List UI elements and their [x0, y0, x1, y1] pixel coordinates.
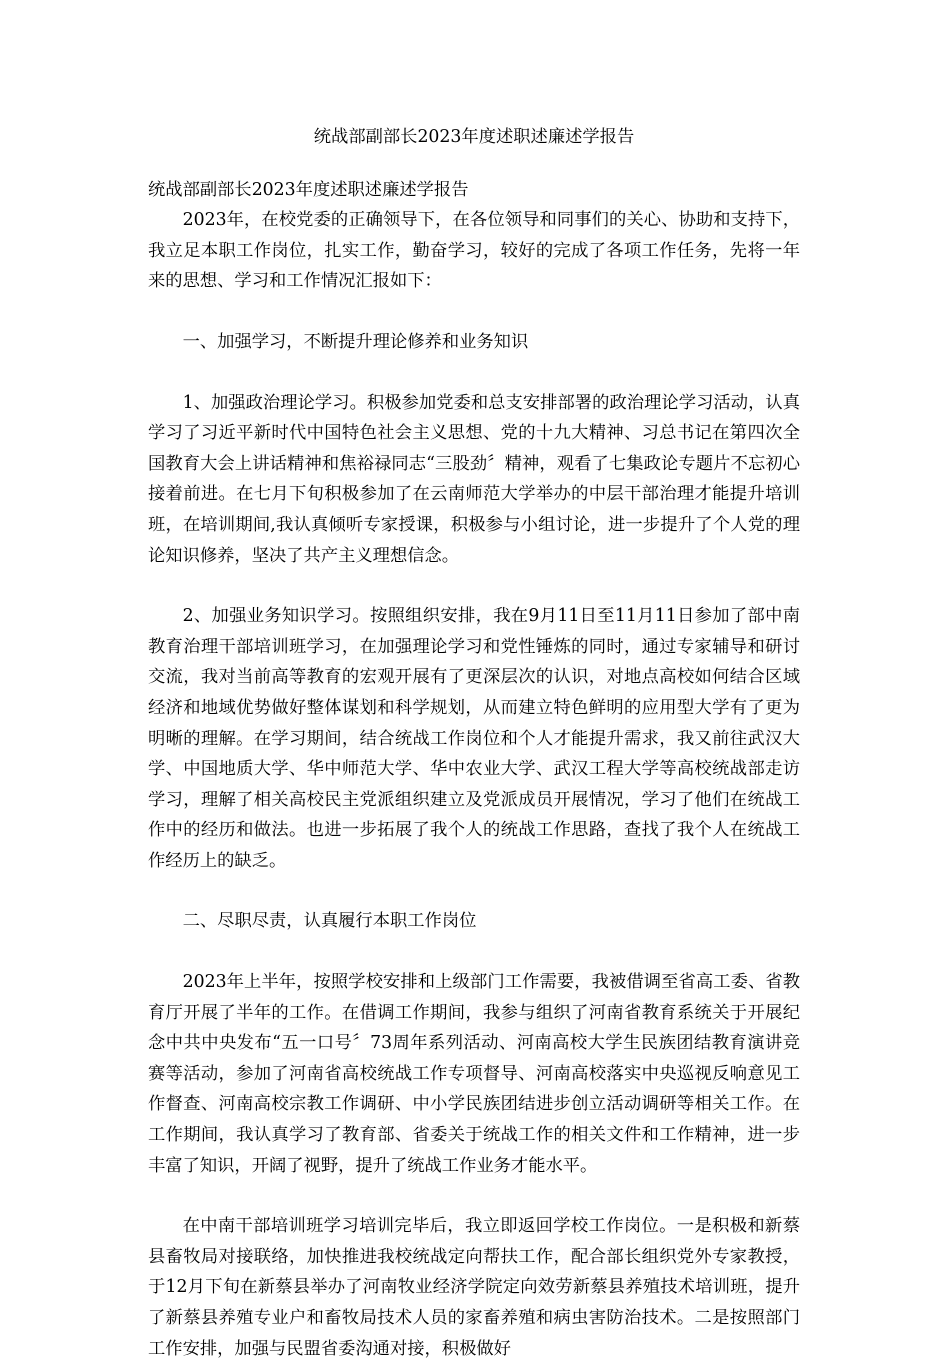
document-page: [148, 118, 800, 1364]
paragraph-political-study: 1、加强政治理论学习。积极参加党委和总支安排部署的政治理论学习活动，认真学习了习近平新时代中国特色社会主义思想、党的十九大精神、习总书记在第四次全国教育大会上讲话精神和焦裕禄同志“三股劲〞精神，观看了七集政论专题片不忘初心 接着前进。在七月下旬积极参加了在云南师范大学举办的中层干部治理才能提升培训班，在培训期间,我认真倾听专家授课，积极参与小组讨论，进一步提升了个人党的理论知识修养，坚决了共产主义理想信念。: [148, 392, 800, 566]
paragraph-business-study: 2、加强业务知识学习。按照组织安排，我在9月11日至11月11日参加了部中南教育治理干部培训班学习，在加强理论学习和党性锤炼的同时，通过专家辅导和研讨交流，我对当前高等教育的宏观开展有了更深层次的认识，对地点高校如何结合区域经济和地域优势做好整体谋划和科学规划，从而建立特色鲜明的应用型大学有了更为明晰的理解。在学习期间，结合统战工作岗位和个人才能提升需求，我又前往武汉大学、中国地质大学、华中师范大学、华中农业大学、武汉工程大学等高校统战部走访学习，理解了相关高校民主党派组织建立及党派成员开展情况，学习了他们在统战工作中的经历和做法。也进一步拓展了我个人的统战工作思路，查找了我个人在统战工作经历上的缺乏。: [148, 606, 800, 871]
section-heading-2: 二、尽职尽责，认真履行本职工作岗位: [182, 911, 477, 932]
document-subtitle: 统战部副部长2023年度述职述廉述学报告: [148, 179, 469, 200]
paragraph-secondment: 2023年上半年，按照学校安排和上级部门工作需要，我被借调至省高工委、省教育厅开展了半年的工作。在借调工作期间，我参与组织了河南省教育系统关于开展纪念中共中央发布“五一口号〞73周年系列活动、河南高校大学生民族团结教育演讲竞赛等活动，参加了河南省高校统战工作专项督导、河南高校落实中央巡视反响意见工作督查、河南高校宗教工作调研、中小学民族团结进步创立活动调研等相关工作。在工作期间，我认真学习了教育部、省委关于统战工作的相关文件和工作精神，进一步丰富了知识，开阔了视野，提升了统战工作业务才能水平。: [148, 972, 800, 1176]
section-heading-1: 一、加强学习，不断提升理论修养和业务知识: [182, 331, 529, 352]
paragraph-intro: 2023年，在校党委的正确领导下，在各位领导和同事们的关心、协助和支持下，我立足本职工作岗位，扎实工作，勤奋学习，较好的完成了各项工作任务，先将一年来的思想、学习和工作情况汇报如下：: [148, 210, 800, 292]
document-title: 统战部副部长2023年度述职述廉述学报告: [313, 127, 635, 147]
paragraph-return-work: 在中南干部培训班学习培训完毕后，我立即返回学校工作岗位。一是积极和新蔡县畜牧局对接联络，加快推进我校统战定向帮扶工作，配合部长组织党外专家教授，于12月下旬在新蔡县举办了河南牧业经济学院定向效劳新蔡县养殖技术培训班，提升了新蔡县养殖专业户和畜牧局技术人员的家畜养殖和病虫害防治技术。二是按照部门工作安排，加强与民盟省委沟通对接，积极做好: [148, 1216, 800, 1359]
